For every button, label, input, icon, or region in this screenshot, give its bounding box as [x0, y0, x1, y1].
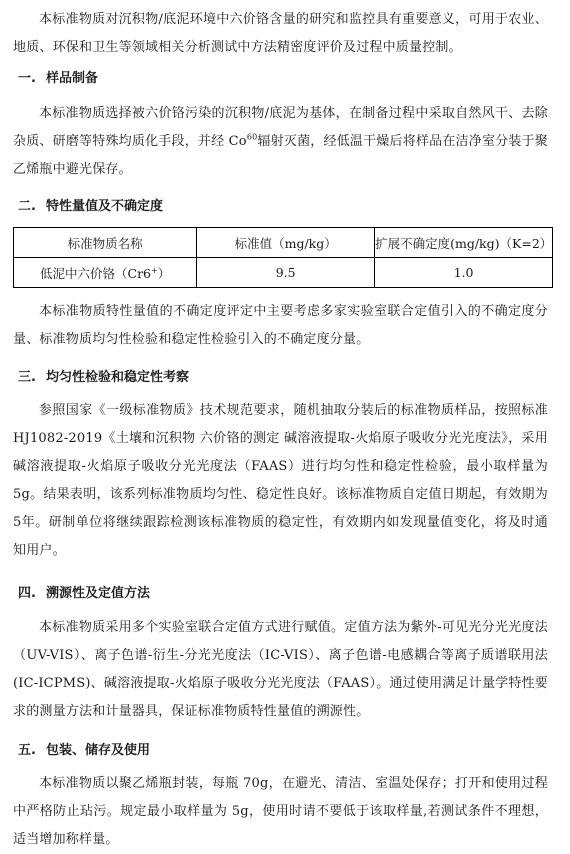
- section-title: 样品制备: [46, 71, 99, 86]
- table-row: [14, 258, 553, 288]
- text-part: 辐射灭菌，经低温干燥后将样品在洁净室分装于聚乙烯瓶中避光保存。: [13, 134, 548, 177]
- section-title: 均匀性检验和稳定性考察: [46, 370, 190, 385]
- section-5-text: 本标准物质以聚乙烯瓶封装，每瓶 70g，在避光、清洁、室温处保存；打开和使用过程中严格防止玷污。规定最小取样量为 5g，使用时请不要低于该取样量,若测试条件不理想，适当增加称样量。: [13, 776, 548, 847]
- table-cell-name: [14, 258, 197, 288]
- table-header-cell: 扩展不确定度(mg/kg)（K=2）: [375, 228, 553, 258]
- text-part: 低泥中六价铬（Cr6: [40, 265, 152, 281]
- section-number: 五.: [18, 743, 36, 758]
- section-title: 溯源性及定值方法: [46, 586, 151, 601]
- section-4-heading: [18, 584, 150, 604]
- text-part: 本标准物质选择被六价铬污染的沉积物/底泥为基体，在制备过程中采取自然风干、去除杂质、研磨等特殊均质化手段，并经 Co: [13, 106, 548, 149]
- superscript: +: [151, 265, 158, 275]
- intro-text: 本标准物质对沉积物/底泥环境中六价铬含量的研究和监控具有重要意义，可用于农业、地质、环保和卫生等领域相关分析测试中方法精密度评价及过程中质量控制。: [13, 12, 548, 55]
- section-number: 一.: [18, 71, 36, 86]
- certified-values-table: [13, 227, 553, 288]
- section-1-heading: [18, 69, 98, 89]
- table-header-cell: 标准物质名称: [14, 228, 197, 258]
- section-1-body: [13, 100, 548, 184]
- section-title: 特性量值及不确定度: [46, 199, 164, 214]
- table-cell-value: 9.5: [197, 258, 375, 288]
- table-header-row: [14, 228, 553, 258]
- section-number: 三.: [18, 370, 36, 385]
- section-3-text: 参照国家《一级标准物质》技术规范要求，随机抽取分装后的标准物质样品，按照标准HJ1082-2019《土壤和沉积物 六价铬的测定 碱溶液提取-火焰原子吸收分光光度法》，采用碱溶液提取-火焰原子吸收分光光度法（FAAS）进行均匀性和稳定性检验，最小取样量为5g。结果表明，该系列标准物质均匀性、稳定性良好。该标准物质自定值日期起，有效期为5年。研制单位将继续跟踪检测该标准物质的稳定性，有效期内如发现量值变化，将及时通知用户。: [13, 403, 548, 558]
- section-4-text: 本标准物质采用多个实验室联合定值方式进行赋值。定值方法为紫外-可见光分光光度法（UV-VIS）、离子色谱-衍生-分光光度法（IC-VIS）、离子色谱-电感耦合等离子质谱联用法(IC-ICPMS)、碱溶液提取-火焰原子吸收分光光度法（FAAS）。通过使用满足计量学特性要求的测量方法和计量器具，保证标准物质特性量值的溯源性。: [13, 620, 548, 719]
- superscript: 60: [246, 132, 258, 142]
- section-5-body: [13, 770, 548, 854]
- section-4-body: [13, 614, 548, 726]
- section-1-text: [13, 100, 548, 184]
- section-2-heading: [18, 197, 163, 217]
- table-cell-uncertainty: 1.0: [375, 258, 553, 288]
- text-part: ）: [157, 265, 171, 281]
- section-2-note-text: 本标准物质特性量值的不确定度评定中主要考虑多家实验室联合定值引入的不确定度分量、标准物质均匀性检验和稳定性检验引入的不确定度分量。: [13, 304, 548, 347]
- section-title: 包装、储存及使用: [46, 743, 151, 758]
- table-header-cell: 标准值（mg/kg）: [197, 228, 375, 258]
- section-number: 二.: [18, 199, 36, 214]
- intro-paragraph: [13, 6, 548, 62]
- section-3-heading: [18, 368, 189, 388]
- section-number: 四.: [18, 586, 36, 601]
- section-3-body: [13, 397, 548, 565]
- section-2-note: [13, 298, 548, 354]
- section-5-heading: [18, 741, 150, 761]
